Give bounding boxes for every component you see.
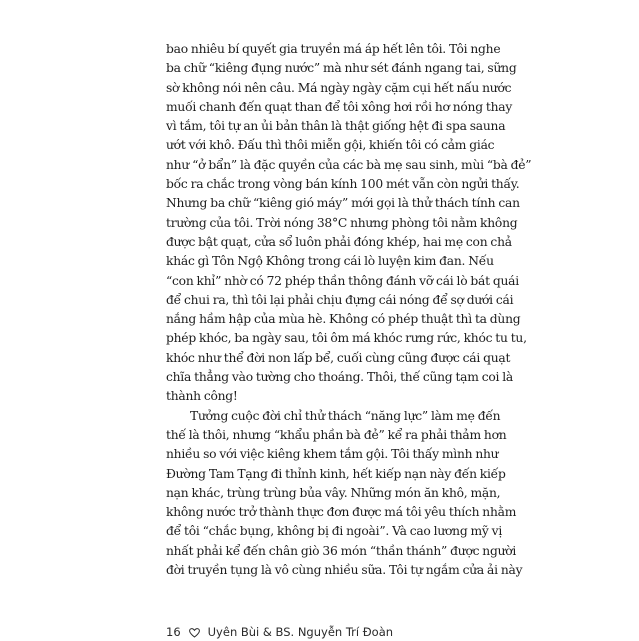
paragraph-start-line: Tưởng cuộc đời chỉ thử thách “năng lực” làm mẹ đến — [190, 408, 501, 423]
text-line: được bật quạt, cửa sổ luôn phải đóng khép, hai mẹ con chả — [166, 234, 512, 249]
text-line: chĩa thẳng vào tường cho thoáng. Thôi, thế cũng tạm coi là — [166, 370, 514, 385]
text-line: đời truyền tụng là vô cùng nhiều sữa. Tôi tự ngắm cửa ải này — [166, 563, 523, 578]
body-text — [166, 40, 532, 580]
footer-author: Uyên Bùi & BS. Nguyễn Trí Đoàn — [207, 625, 394, 639]
text-line: bốc ra chắc trong vòng bán kính 100 mét vẫn còn ngửi thấy. — [166, 177, 520, 192]
text-line: như “ở bẩn” là đặc quyền của các bà mẹ sau sinh, mùi “bà đẻ” — [166, 157, 532, 172]
text-line: trường của tôi. Trời nóng 38°C nhưng phòng tôi nằm không — [166, 215, 518, 230]
text-line: ướt với khô. Đấu thì thôi miễn gội, khiến tôi có cảm giác — [166, 138, 495, 153]
text-line: Đường Tam Tạng đi thỉnh kinh, hết kiếp nạn này đến kiếp — [166, 466, 506, 481]
page-number: 16 — [166, 625, 181, 639]
text-line: bao nhiêu bí quyết gia truyền má áp hết lên tôi. Tôi nghe — [166, 42, 501, 56]
text-line: nhiều so với việc kiêng khem tắm gội. Tôi thấy mình như — [166, 447, 499, 462]
text-line: thế là thôi, nhưng “khẩu phần bà đẻ” kể ra phải thảm hơn — [166, 427, 507, 442]
text-line: phép khóc, ba ngày sau, tôi ôm má khóc rưng rức, khóc tu tu, — [166, 331, 527, 346]
text-line: vì tắm, tôi tự an ủi bản thân là thật giống hệt đi spa sauna — [166, 119, 506, 134]
heart-icon — [189, 627, 200, 637]
text-line: khác gì Tôn Ngộ Không trong cái lò luyện kim đan. Nếu — [166, 254, 494, 269]
text-line: để tôi “chắc bụng, không bị đi ngoài”. Và cao lương mỹ vị — [166, 524, 503, 539]
text-line: muối chanh đến quạt than để tôi xông hơi rồi hơ nóng thay — [166, 99, 513, 114]
text-line: Nhưng ba chữ “kiêng gió máy” mới gọi là thử thách tính can — [166, 196, 520, 211]
text-line: nắng hầm hập của mùa hè. Không có phép thuật thì ta dùng — [166, 312, 521, 327]
text-line: ba chữ “kiêng đụng nước” mà như sét đánh ngang tai, sững — [166, 61, 517, 76]
text-line: không nước trở thành thực đơn được má tôi yêu thích nhằm — [166, 505, 517, 520]
text-line: nạn khác, trùng trùng bủa vây. Những món ăn khô, mặn, — [166, 485, 501, 500]
text-line: nhất phải kể đến chân giò 36 món “thần thánh” được người — [166, 543, 517, 558]
text-line: khóc như thể đời non lấp bể, cuối cùng cũng được cái quạt — [166, 350, 511, 365]
text-line: thành công! — [166, 389, 238, 404]
text-line: sờ không nói nên câu. Má ngày ngày cặm cụi hết nấu nước — [166, 80, 512, 95]
text-line: để chui ra, thì tôi lại phải chịu đựng cái nóng để sợ dưới cái — [166, 292, 514, 307]
text-line: “con khỉ” nhờ có 72 phép thần thông đánh vỡ cái lò bát quái — [166, 273, 519, 288]
page-footer — [166, 625, 393, 639]
